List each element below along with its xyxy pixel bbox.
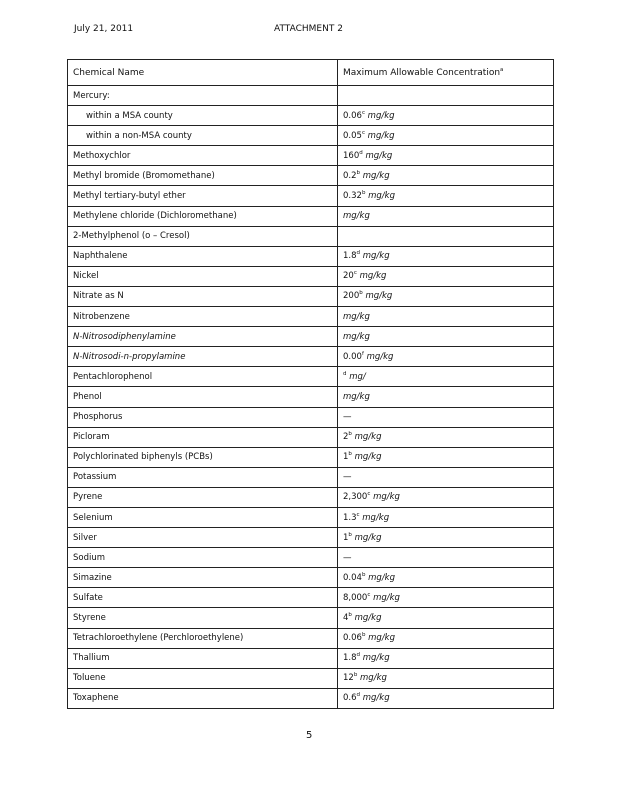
concentration-value: 2,300 xyxy=(343,492,368,503)
chemical-name-cell: Pyrene xyxy=(68,487,338,507)
table-row xyxy=(68,367,554,387)
table-row xyxy=(68,246,554,266)
footnote-marker: b xyxy=(359,290,363,297)
chemical-name-cell: Methyl tertiary-butyl ether xyxy=(68,186,338,206)
chemical-name-cell: Methyl bromide (Bromomethane) xyxy=(68,166,338,186)
concentration-value: 2 xyxy=(343,432,349,443)
table-row xyxy=(68,286,554,306)
concentration-unit: mg/kg xyxy=(365,150,393,161)
chemical-name-cell: Simazine xyxy=(68,568,338,588)
footnote-marker: c xyxy=(356,511,360,518)
table-row xyxy=(68,206,554,226)
chemical-name-cell: Methylene chloride (Dichloromethane) xyxy=(68,206,338,226)
table-row xyxy=(68,608,554,628)
table-row xyxy=(68,86,554,106)
concentration-unit: mg/kg xyxy=(362,512,390,523)
footnote-marker: d xyxy=(356,652,361,659)
concentration-cell xyxy=(338,568,554,588)
chemical-name-cell: Nitrate as N xyxy=(68,286,338,306)
column-header-chemical-name: Chemical Name xyxy=(68,60,338,86)
table-row xyxy=(68,146,554,166)
concentration-cell xyxy=(338,467,554,487)
chemical-name-cell: Nickel xyxy=(68,266,338,286)
chemical-name-cell: Naphthalene xyxy=(68,246,338,266)
chemical-name-cell: Polychlorinated biphenyls (PCBs) xyxy=(68,447,338,467)
concentration-cell xyxy=(338,487,554,507)
chemical-name-cell: N-Nitrosodi-n-propylamine xyxy=(68,347,338,367)
concentration-value: 0.00 xyxy=(343,351,362,362)
concentration-unit: mg/kg xyxy=(354,452,382,463)
concentration-cell xyxy=(338,166,554,186)
table-row xyxy=(68,166,554,186)
chemical-name-cell: Phenol xyxy=(68,387,338,407)
concentration-cell xyxy=(338,226,554,246)
footnote-marker: b xyxy=(348,612,352,619)
concentration-unit: mg/kg xyxy=(362,653,390,664)
footnote-marker: d xyxy=(356,250,361,257)
footnote-marker: b xyxy=(348,531,352,538)
chemical-name-cell: Styrene xyxy=(68,608,338,628)
table-row xyxy=(68,347,554,367)
concentration-unit: mg/kg xyxy=(343,391,370,402)
concentration-unit: mg/kg xyxy=(360,673,387,684)
concentration-cell xyxy=(338,588,554,608)
header-date: July 21, 2011 xyxy=(74,24,134,34)
chemical-name-cell: Thallium xyxy=(68,648,338,668)
table-row xyxy=(68,507,554,527)
concentration-cell xyxy=(338,367,554,387)
chemical-name-cell: Phosphorus xyxy=(68,407,338,427)
concentration-cell xyxy=(338,548,554,568)
concentration-value: — xyxy=(343,412,352,423)
table-row xyxy=(68,668,554,688)
table-row xyxy=(68,568,554,588)
chemical-name-cell: Nitrobenzene xyxy=(68,307,338,327)
concentration-value: 0.32 xyxy=(343,191,362,202)
footnote-marker: b xyxy=(361,190,366,197)
concentration-cell xyxy=(338,307,554,327)
concentration-cell xyxy=(338,106,554,126)
concentration-unit: mg/kg xyxy=(359,271,387,282)
concentration-cell xyxy=(338,146,554,166)
concentration-unit: mg/ xyxy=(349,371,366,382)
table-row xyxy=(68,487,554,507)
table-row xyxy=(68,266,554,286)
table-row xyxy=(68,548,554,568)
concentration-cell xyxy=(338,86,554,106)
concentration-value: 0.04 xyxy=(343,572,362,583)
chemical-name-cell: within a non-MSA county xyxy=(68,126,338,146)
concentration-value: 1.8 xyxy=(343,653,357,664)
table-row xyxy=(68,628,554,648)
table-row xyxy=(68,528,554,548)
concentration-cell xyxy=(338,407,554,427)
concentration-cell xyxy=(338,447,554,467)
table-row xyxy=(68,106,554,126)
concentration-cell xyxy=(338,286,554,306)
concentration-cell xyxy=(338,327,554,347)
table-row xyxy=(68,588,554,608)
concentration-value: 12 xyxy=(343,673,354,684)
concentration-unit: mg/kg xyxy=(367,130,395,141)
chemical-name-cell: Toluene xyxy=(68,668,338,688)
table-row xyxy=(68,648,554,668)
concentration-cell xyxy=(338,668,554,688)
table-row xyxy=(68,467,554,487)
chemical-name-cell: Potassium xyxy=(68,467,338,487)
concentration-value: 1 xyxy=(343,452,349,463)
footnote-marker: c xyxy=(361,129,365,136)
concentration-cell xyxy=(338,347,554,367)
footnote-marker: b xyxy=(353,672,358,679)
concentration-value: 20 xyxy=(343,271,354,282)
concentration-unit: mg/kg xyxy=(354,432,382,443)
concentration-cell xyxy=(338,628,554,648)
concentration-unit: mg/kg xyxy=(354,532,382,543)
concentration-value: 0.2 xyxy=(343,170,357,181)
concentration-cell xyxy=(338,507,554,527)
concentration-value: 1.8 xyxy=(343,251,357,262)
concentration-value: 200 xyxy=(343,291,360,302)
concentration-cell xyxy=(338,126,554,146)
chemical-name-cell: Methoxychlor xyxy=(68,146,338,166)
footnote-marker: b xyxy=(356,170,361,177)
concentration-unit: mg/kg xyxy=(354,612,382,623)
chemical-name-cell: N-Nitrosodiphenylamine xyxy=(68,327,338,347)
chemical-name-cell: 2-Methylphenol (o – Cresol) xyxy=(68,226,338,246)
concentration-cell xyxy=(338,608,554,628)
page-number: 5 xyxy=(306,730,313,741)
footnote-marker: b xyxy=(348,431,352,438)
chemical-name-cell: within a MSA county xyxy=(68,106,338,126)
concentration-unit: mg/kg xyxy=(362,251,390,262)
concentration-value: 1 xyxy=(343,532,349,543)
concentration-unit: mg/kg xyxy=(368,633,395,644)
chemical-name-cell: Pentachlorophenol xyxy=(68,367,338,387)
chemical-name-cell: Toxaphene xyxy=(68,688,338,708)
concentration-unit: mg/kg xyxy=(373,592,400,603)
table-row xyxy=(68,447,554,467)
footnote-marker: d xyxy=(343,371,347,378)
concentration-value: 8,000 xyxy=(343,592,368,603)
concentration-cell xyxy=(338,528,554,548)
concentration-unit: mg/kg xyxy=(343,331,370,342)
chemical-table xyxy=(67,59,554,709)
concentration-unit: mg/kg xyxy=(343,311,370,322)
concentration-value: — xyxy=(343,472,352,483)
concentration-value: — xyxy=(343,552,352,563)
concentration-cell xyxy=(338,206,554,226)
footnote-marker: b xyxy=(361,632,366,639)
concentration-cell xyxy=(338,186,554,206)
chemical-name-cell: Picloram xyxy=(68,427,338,447)
concentration-unit: mg/kg xyxy=(367,110,395,121)
concentration-value: 4 xyxy=(343,612,349,623)
concentration-value: 0.6 xyxy=(343,693,357,704)
footnote-marker: d xyxy=(359,150,363,156)
concentration-unit: mg/kg xyxy=(362,693,390,704)
footnote-marker: c xyxy=(361,109,365,116)
column-header-max-concentration: Maximum Allowable Concentration$^a$ xyxy=(338,60,554,86)
header-title: ATTACHMENT 2 xyxy=(274,24,343,34)
concentration-unit: mg/kg xyxy=(362,170,390,181)
concentration-cell xyxy=(338,246,554,266)
table-row xyxy=(68,688,554,708)
table-row xyxy=(68,186,554,206)
chemical-name-cell: Sodium xyxy=(68,548,338,568)
concentration-unit: mg/kg xyxy=(343,211,370,222)
table-row xyxy=(68,226,554,246)
concentration-value: 0.06 xyxy=(343,110,362,121)
concentration-cell xyxy=(338,688,554,708)
concentration-unit: mg/kg xyxy=(368,572,395,583)
chemical-name-cell: Sulfate xyxy=(68,588,338,608)
column-header-footnote: a xyxy=(500,66,504,73)
footnote-marker: b xyxy=(348,451,352,458)
footnote-marker: f xyxy=(361,350,364,357)
chemical-name-cell: Mercury: xyxy=(68,86,338,106)
chemical-name-cell: Tetrachloroethylene (Perchloroethylene) xyxy=(68,628,338,648)
concentration-unit: mg/kg xyxy=(365,291,393,302)
concentration-value: 0.06 xyxy=(343,633,362,644)
table-row xyxy=(68,427,554,447)
concentration-cell xyxy=(338,648,554,668)
footnote-marker: d xyxy=(356,692,361,699)
chemical-name-cell: Selenium xyxy=(68,507,338,527)
footnote-marker: b xyxy=(361,571,366,578)
table-body xyxy=(68,86,554,709)
concentration-cell xyxy=(338,427,554,447)
table-row xyxy=(68,327,554,347)
concentration-value: 160 xyxy=(343,150,360,161)
concentration-cell xyxy=(338,387,554,407)
table-row xyxy=(68,307,554,327)
table-row xyxy=(68,387,554,407)
concentration-unit: mg/kg xyxy=(368,191,395,202)
concentration-cell xyxy=(338,266,554,286)
concentration-unit: mg/kg xyxy=(366,351,394,362)
table-row xyxy=(68,126,554,146)
footnote-marker: c xyxy=(367,491,371,498)
concentration-value: 1.3 xyxy=(343,512,357,523)
concentration-value: 0.05 xyxy=(343,130,362,141)
footnote-marker: c xyxy=(353,270,357,277)
chemical-name-cell: Silver xyxy=(68,528,338,548)
concentration-unit: mg/kg xyxy=(373,492,400,503)
table-row xyxy=(68,407,554,427)
table-header-row xyxy=(68,60,554,86)
footnote-marker: c xyxy=(367,592,371,599)
